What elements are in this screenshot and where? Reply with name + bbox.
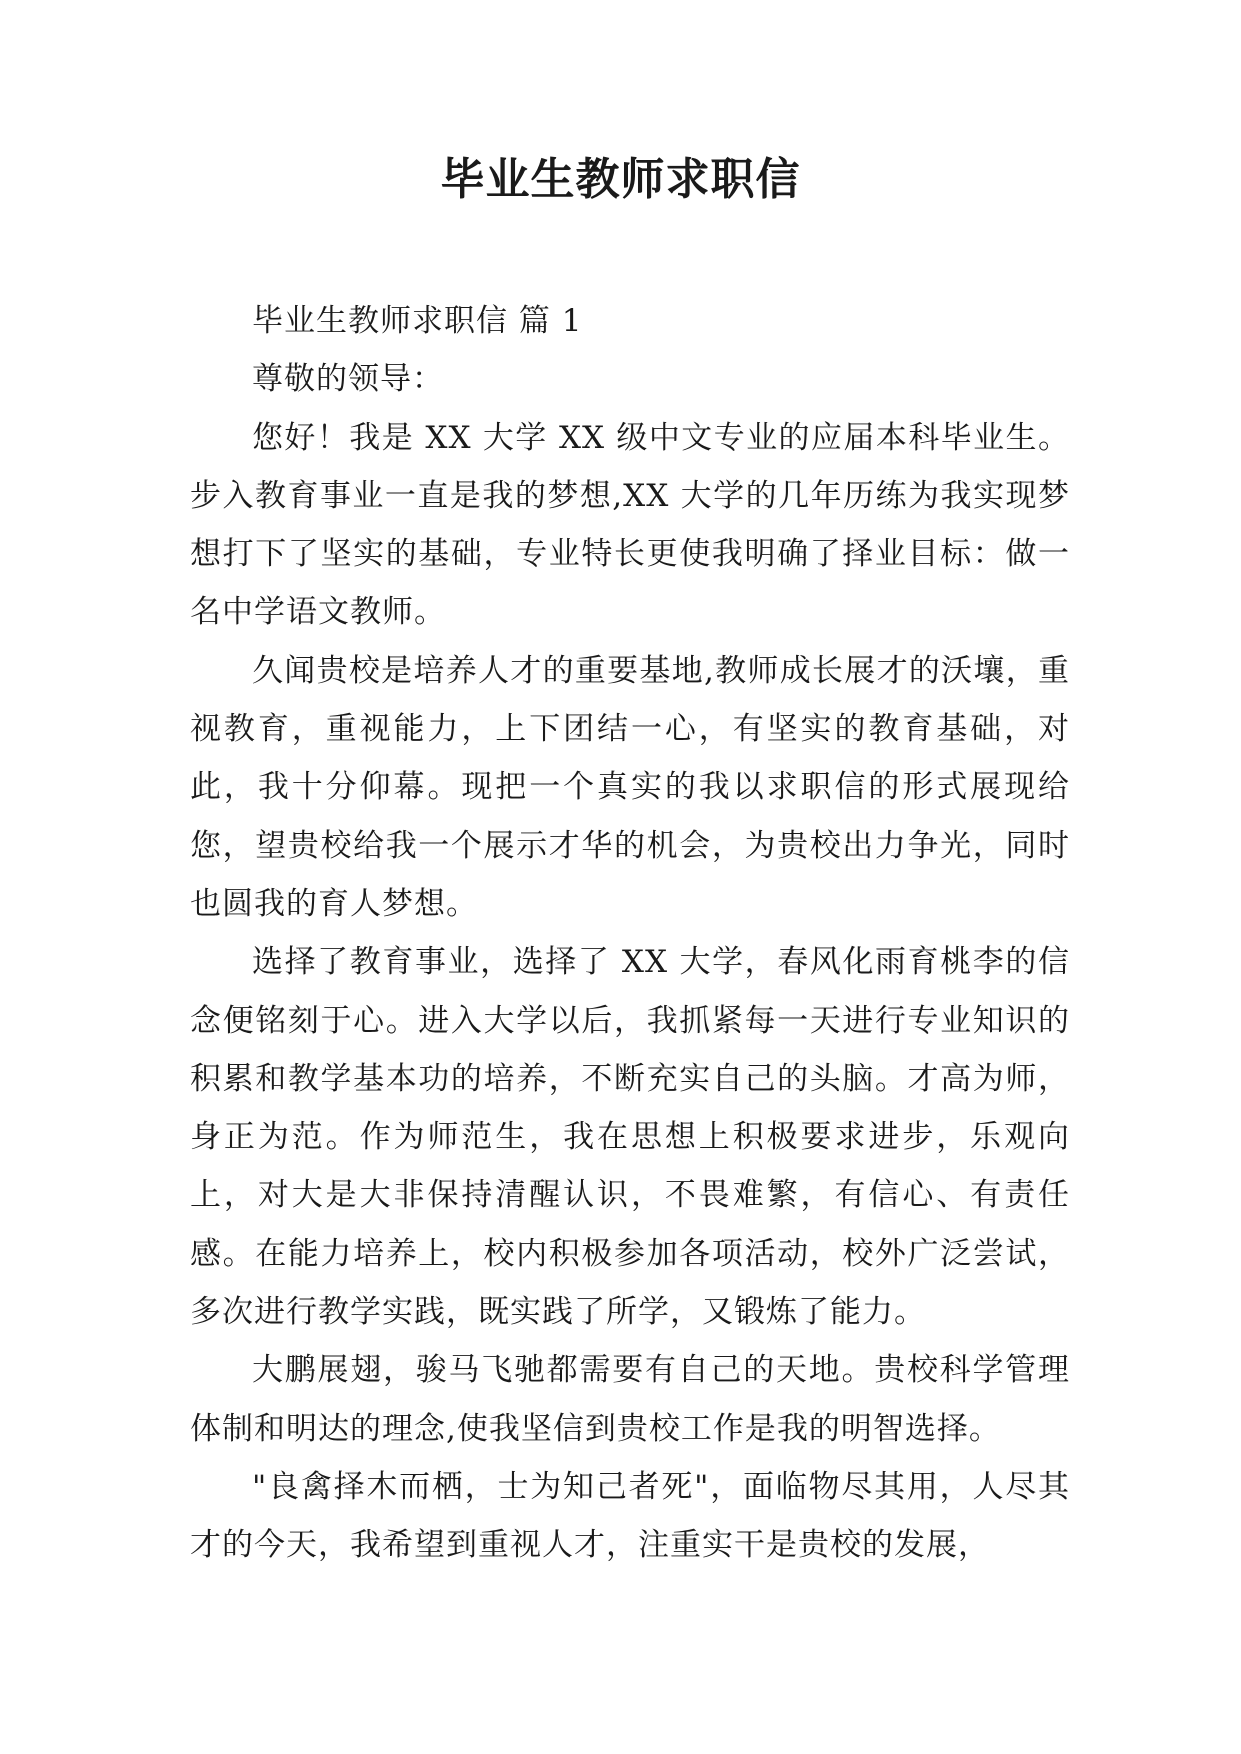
document-body xyxy=(190,292,1070,1575)
document-title: 毕业生教师求职信 xyxy=(440,154,801,205)
paragraph-4: 大鹏展翅，骏马飞驰都需要有自己的天地。贵校科学管理体制和明达的理念,使我坚信到贵校工作是我的明智选择。 xyxy=(190,1352,1070,1447)
salutation: 尊敬的领导： xyxy=(252,361,444,398)
paragraph-3: 选择了教育事业，选择了 XX 大学，春风化雨育桃李的信念便铭刻于心。进入大学以后，我抓紧每一天进行专业知识的积累和教学基本功的培养，不断充实自己的头脑。才高为师，身正为范。作为师范生，我在思想上积极要求进步，乐观向上，对大是大非保持清醒认识，不畏难繁，有信心、有责任感。在能力培养上，校内积极参加各项活动，校外广泛尝试，多次进行教学实践，既实践了所学，又锻炼了能力。 xyxy=(190,944,1070,1331)
paragraph-1: 您好！我是 XX 大学 XX 级中文专业的应届本科毕业生。步入教育事业一直是我的梦想,XX 大学的几年历练为我实现梦想打下了坚实的基础，专业特长更使我明确了择业目标：做一名中学语文教师。 xyxy=(190,419,1070,631)
paragraph-2: 久闻贵校是培养人才的重要基地,教师成长展才的沃壤，重视教育，重视能力，上下团结一心，有坚实的教育基础，对此，我十分仰幕。现把一个真实的我以求职信的形式展现给您，望贵校给我一个展示才华的机会，为贵校出力争光，同时也圆我的育人梦想。 xyxy=(190,652,1070,922)
section-heading: 毕业生教师求职信 篇 1 xyxy=(252,303,583,339)
paragraph-5: "良禽择木而栖，士为知己者死"，面临物尽其用，人尽其才的今天，我希望到重视人才，注重实干是贵校的发展， xyxy=(190,1468,1070,1564)
